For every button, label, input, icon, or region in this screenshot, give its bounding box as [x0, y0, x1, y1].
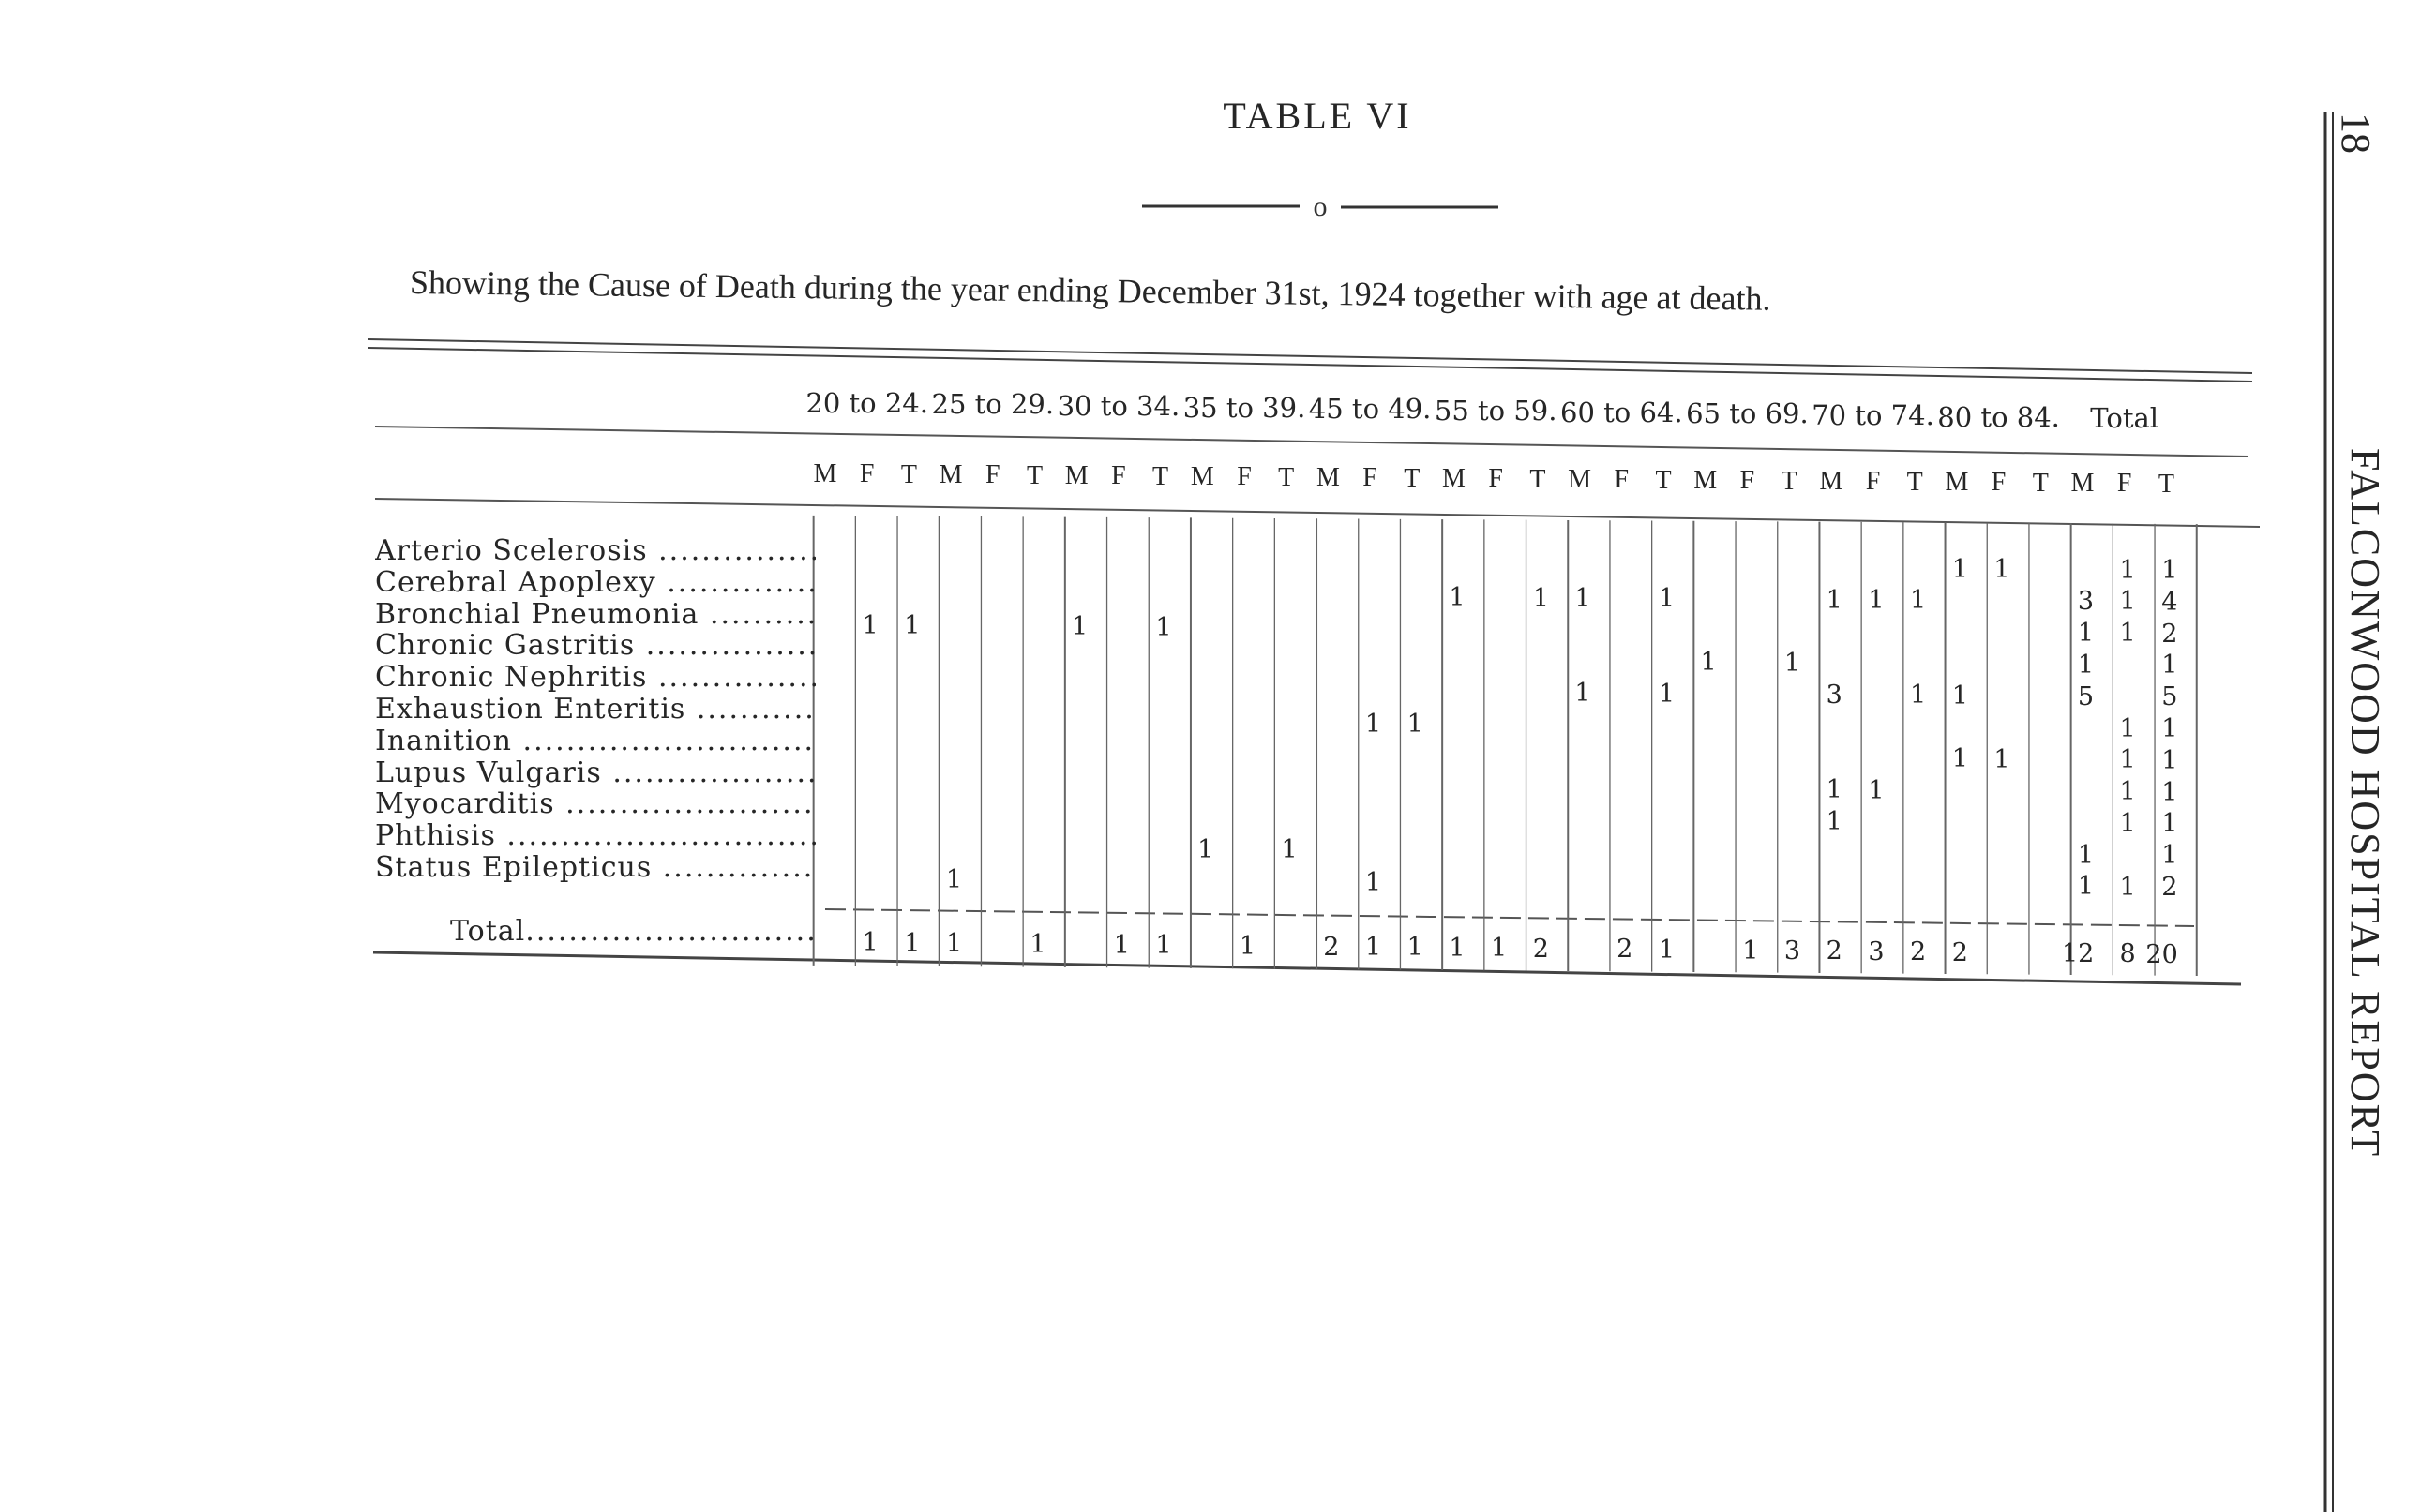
table-cell: 1	[1700, 648, 1717, 678]
sex-header: T	[1278, 462, 1295, 492]
total-cell: 12	[2062, 938, 2095, 968]
table-cell: 1	[1826, 807, 1842, 837]
total-cell: 1	[1742, 936, 1759, 966]
age-group-header: 80 to 84.	[1937, 400, 2060, 433]
table-cell: 1	[2161, 841, 2178, 871]
total-cell: 3	[1783, 936, 1801, 966]
sex-header: F	[1614, 465, 1630, 495]
table-cell: 1	[1532, 583, 1549, 613]
table-cell: 2	[2161, 872, 2178, 902]
age-group-header: 20 to 24.	[805, 386, 928, 419]
table-cell: 1	[1281, 835, 1298, 865]
table-cell: 1	[2077, 840, 2094, 870]
total-cell: 1	[904, 928, 921, 958]
sex-header: T	[1404, 463, 1421, 493]
sex-header: T	[1781, 466, 1797, 496]
total-row-label: Total .....	[450, 915, 816, 948]
sex-header: M	[1693, 466, 1718, 496]
total-cell: 8	[2119, 939, 2136, 969]
table-cell: 5	[2161, 682, 2178, 712]
table-cell: 2	[2161, 619, 2178, 649]
table-cell: 1	[2119, 745, 2136, 775]
sex-header: M	[1945, 468, 1969, 498]
cause-label: Lupus Vulgaris .....	[375, 756, 816, 789]
sex-header: F	[1991, 468, 2007, 498]
total-cell: 1	[1239, 931, 1256, 961]
total-cell: 3	[1868, 936, 1885, 966]
table-cell: 1	[2161, 809, 2178, 839]
table-cell: 1	[1783, 648, 1801, 678]
table-cell: 1	[1406, 709, 1423, 739]
table-cell: 1	[1993, 554, 2010, 584]
age-group-header: 55 to 59.	[1434, 394, 1557, 427]
table-cell: 1	[2119, 872, 2136, 902]
total-cell: 2	[1616, 935, 1633, 965]
total-cell: 1	[1155, 931, 1172, 961]
table-cell: 1	[2119, 587, 2136, 617]
sex-header: M	[939, 460, 963, 489]
age-group-header: Total	[2090, 402, 2159, 435]
age-group-header: 30 to 34.	[1057, 389, 1180, 422]
sex-header: M	[2070, 469, 2095, 499]
table-cell: 1	[1826, 585, 1842, 615]
age-group-header: 65 to 69.	[1686, 397, 1809, 430]
table-cell: 1	[1993, 744, 2010, 774]
total-cell: 1	[862, 928, 879, 958]
table-cell: 1	[1449, 582, 1466, 612]
table-cell: 1	[1826, 775, 1842, 805]
sex-header: F	[1362, 463, 1377, 493]
sex-header: M	[813, 459, 837, 488]
total-cell: 2	[1323, 932, 1340, 962]
table-cell: 1	[2077, 650, 2094, 680]
table-cell: 1	[1197, 834, 1214, 864]
table-cell: 1	[2077, 618, 2094, 648]
age-group-header: 45 to 49.	[1308, 393, 1432, 426]
sex-header: M	[1064, 461, 1089, 490]
sex-header: T	[2032, 468, 2049, 498]
table-cell: 1	[2161, 745, 2178, 775]
table-cell: 1	[1868, 775, 1885, 805]
table-cell: 1	[1364, 867, 1382, 897]
table-cell: 5	[2077, 681, 2094, 711]
cause-label: Status Epilepticus .....	[375, 851, 816, 884]
table-cell: 1	[2077, 872, 2094, 902]
total-cell: 1	[945, 929, 963, 959]
table-title: TABLE VI	[1223, 95, 1412, 137]
table-cell: 1	[2161, 555, 2178, 585]
total-cell: 2	[1910, 937, 1927, 967]
table-cell: 1	[1951, 744, 1968, 774]
cause-label: Cerebral Apoplexy .....	[375, 566, 816, 599]
table-cell: 1	[1658, 584, 1675, 614]
total-cell: 20	[2145, 939, 2178, 969]
sex-header: T	[1906, 467, 1923, 497]
table-cell: 1	[1910, 586, 1927, 616]
cause-label: Bronchial Pneumonia .....	[375, 598, 816, 631]
age-group-header: 70 to 74.	[1812, 398, 1934, 431]
age-group-header: 60 to 64.	[1560, 396, 1683, 428]
table-cell: 1	[1658, 679, 1675, 709]
sex-header: T	[1529, 464, 1546, 494]
sex-header: T	[1655, 465, 1672, 495]
sex-header: F	[859, 459, 875, 489]
table-cell: 1	[2119, 777, 2136, 807]
sex-header: M	[1819, 467, 1843, 497]
table-cell: 1	[1574, 679, 1591, 709]
age-group-header: 35 to 39.	[1182, 391, 1306, 424]
total-cell: 2	[1951, 937, 1968, 967]
cause-label: Exhaustion Enteritis .....	[375, 693, 816, 726]
table-cell: 1	[1072, 612, 1089, 642]
running-head: FALCONWOOD HOSPITAL REPORT	[2342, 448, 2388, 1159]
table-cell: 1	[862, 610, 879, 640]
age-group-header: 25 to 29.	[931, 388, 1055, 421]
cause-label: Chronic Gastritis .....	[375, 629, 816, 662]
sex-header: T	[2158, 469, 2174, 499]
page-number: 18	[2333, 112, 2379, 154]
table-cell: 1	[1574, 583, 1591, 613]
cause-label: Phthisis .....	[375, 819, 816, 852]
table-cell: 1	[1910, 681, 1927, 711]
ornament-letter: o	[1313, 191, 1328, 222]
sex-header: F	[985, 460, 1000, 490]
table-cell: 1	[2161, 651, 2178, 681]
total-cell: 1	[1406, 933, 1423, 963]
table-cell: 4	[2161, 587, 2178, 617]
total-cell: 1	[1113, 930, 1130, 960]
table-cell: 1	[2161, 777, 2178, 807]
total-cell: 1	[1658, 935, 1675, 965]
total-cell: 2	[1826, 936, 1842, 966]
table-cell: 3	[2077, 587, 2094, 617]
total-cell: 1	[1364, 933, 1382, 963]
table-cell: 1	[904, 611, 921, 641]
cause-label: Chronic Nephritis .....	[375, 661, 816, 694]
table-cell: 1	[2119, 619, 2136, 649]
sex-header: T	[1152, 461, 1169, 491]
sex-header: F	[1111, 461, 1126, 491]
table-cell: 1	[2119, 713, 2136, 743]
cause-label: Arterio Scelerosis .....	[375, 534, 816, 567]
cause-label: Myocarditis .....	[375, 787, 816, 820]
total-cell: 2	[1532, 934, 1549, 964]
sex-header: M	[1316, 463, 1340, 493]
sex-header: F	[2116, 469, 2132, 499]
sex-header: F	[1865, 467, 1881, 497]
sex-header: T	[1026, 460, 1044, 490]
total-cell: 1	[1491, 934, 1508, 964]
sex-header: T	[900, 459, 917, 489]
table-cell: 1	[2161, 713, 2178, 743]
table-cell: 1	[2119, 809, 2136, 839]
table-cell: 1	[2119, 555, 2136, 585]
table-cell: 1	[1951, 554, 1968, 584]
total-cell: 1	[1449, 933, 1466, 963]
table-cell: 1	[1364, 709, 1382, 739]
table-cell: 1	[1868, 585, 1885, 615]
sex-header: M	[1568, 465, 1592, 495]
sex-header: F	[1488, 464, 1503, 494]
sex-header: F	[1739, 466, 1755, 496]
table-cell: 1	[1951, 681, 1968, 711]
sex-header: M	[1442, 464, 1466, 494]
table-cell: 1	[945, 864, 963, 894]
total-cell: 1	[1030, 929, 1046, 959]
table-cell: 3	[1826, 680, 1842, 710]
table-cell: 1	[1155, 612, 1172, 642]
sex-header: M	[1190, 462, 1214, 492]
sex-header: F	[1237, 462, 1252, 492]
table-caption: Showing the Cause of Death during the year ending December 31st, 1924 together with age at death.	[409, 263, 1771, 318]
cause-label: Inanition .....	[375, 725, 816, 757]
